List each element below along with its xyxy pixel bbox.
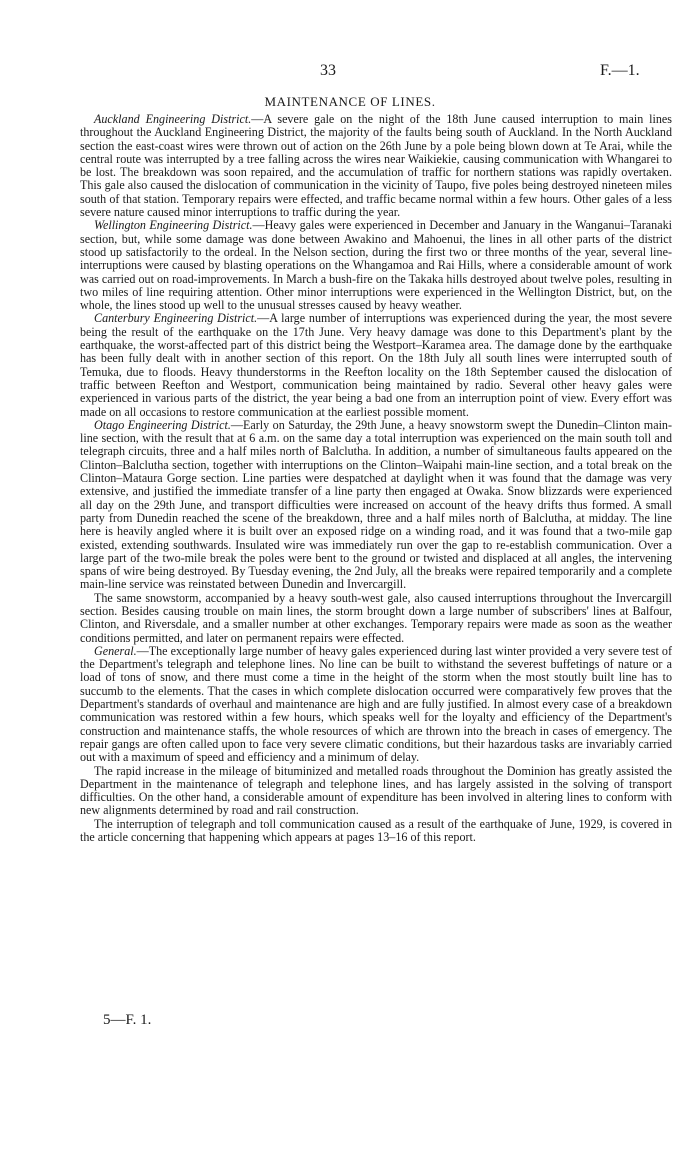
paragraph-text: The same snowstorm, accompanied by a heavy south-west gale, also caused interruptions throughout the Invercargill section. Besides causing trouble on main lines, the storm brought down a large number of subscribers' lines at Balfour, Clinton, and Riversdale, and a smaller number at other exchanges. Temporary repairs were made as soon as the weather conditions permitted, and later on permanent repairs were effected.: [80, 590, 672, 645]
paragraph-wellington: [80, 219, 672, 312]
paragraph-snowstorm: [80, 592, 672, 645]
paragraph-auckland: [80, 113, 672, 219]
paragraph-general: [80, 645, 672, 765]
paragraph-otago: [80, 419, 672, 592]
paragraph-text: The interruption of telegraph and toll communication caused as a result of the earthquake of June, 1929, is covered in the article concerning that happening which appears at pages 13–16 of this report.: [80, 816, 672, 845]
paragraph-canterbury: [80, 312, 672, 418]
paragraph-roads: [80, 765, 672, 818]
paragraph-text: —The exceptionally large number of heavy gales experienced during last winter provided a very severe test of the Department's telegraph and telephone lines. No line can be built to withstand the severest buffetings of nature or a load of tons of snow, and there must come a time in the height of the storm when the most stoutly built line has to succumb to the elements. That the cases in which complete dislocation occurred were comparatively few proves that the Department's standards of overhaul and maintenance are high and are fully justified. In almost every case of a breakdown communication was restored within a few hours, which speaks well for the loyalty and efficiency of the Department's construction and maintenance staffs, the whole resources of which are thrown into the breach in cases of emergency. The repair gangs are often called upon to face very severe climatic conditions, but their hazardous tasks are invariably carried out with a maximum of speed and efficiency and a minimum of delay.: [80, 643, 672, 765]
body-text: [80, 113, 672, 844]
document-reference: F.—1.: [600, 62, 640, 79]
paragraph-text: —Early on Saturday, the 29th June, a heavy snowstorm swept the Dunedin–Clinton main-line section, with the result that at 6 a.m. on the same day a total interruption was experienced on the main south toll and telegraph circuits, three and a half miles north of Balclutha. In addition, a number of simultaneous faults appeared on the Clinton–Balclutha section, together with interruptions on the Clinton–Waipahi main-line section, and a total break on the Clinton–Mataura Gorge section. Line parties were despatched at daylight when it was found that the damage was very extensive, and justified the immediate transfer of a line party then engaged at Owaka. Snow blizzards were experienced all day on the 29th June, and transport difficulties were increased on account of the heavy drifts thus formed. A small party from Dunedin reached the scene of the breakdown, three and a half miles north of Balclutha, at midday. The line here is heavily angled where it is built over an exposed ridge on a winding road, and it was found that a two-mile gap existed, extending southwards. Insulated wire was immediately run over the gap to re-establish communication. Over a large part of the two-mile break the poles were bent to the ground or twisted and displaced at all angles, the intervening spans of wire being destroyed. By Tuesday evening, the 2nd July, all the breaks were repaired temporarily and a complete main-line service was reinstated between Dunedin and Invercargill.: [80, 417, 673, 592]
page-number: 33: [320, 62, 336, 79]
section-heading: MAINTENANCE OF LINES.: [264, 94, 436, 109]
paragraph-lead: Auckland Engineering District.: [94, 112, 252, 126]
paragraph-text: —A severe gale on the night of the 18th June caused interruption to main lines throughout the Auckland Engineering District, the majority of the faults being south of Auckland. In the North Auckland section the east-coast wires were thrown out of action on the 26th June by a pole being blown down at Te Arai, while the central route was interrupted by a tree falling across the wires near Waikiekie, causing communication with Whangarei to be lost. The breakdown was soon repaired, and the accumulation of traffic for northern stations was rapidly overtaken. This gale also caused the dislocation of communication in the vicinity of Taupo, five poles being destroyed nineteen miles south of that station. Temporary repairs were effected, and traffic became normal within a few hours. Other gales of a less severe nature caused minor interruptions to traffic during the year.: [80, 112, 672, 220]
paragraph-text: —A large number of interruptions was experienced during the year, the most severe being the result of the earthquake on the 17th June. Very heavy damage was done to this Department's plant by the earthquake, the worst-affected part of this district being the Westport–Karamea area. The damage done by the earthquake has been fully dealt with in another section of this report. On the 18th July all south lines were interrupted south of Temuka, due to floods. Heavy thunderstorms in the Reefton locality on the 18th September caused the dislocation of traffic between Reefton and Westport, communication being maintained by radio. Several other heavy gales were experienced in various parts of the district, the year being a bad one from an interruption point of view. Every effort was made on all occasions to restore communication at the earliest possible moment.: [80, 311, 673, 419]
paragraph-lead: Canterbury Engineering District.: [94, 311, 258, 326]
paragraph-text: The rapid increase in the mileage of bituminized and metalled roads throughout the Dominion has greatly assisted the Department in the maintenance of telegraph and telephone lines, and has largely assisted in the solving of transport difficulties. On the other hand, a considerable amount of expenditure has been involved in altering lines to conform with new alignments determined by road and rail construction.: [80, 763, 672, 818]
footer-signature: 5—F. 1.: [103, 1012, 152, 1028]
paragraph-text: —Heavy gales were experienced in December and January in the Wanganui–Taranaki section, but, while some damage was done between Awakino and Mahoenui, the lines in all other parts of the district stood up satisfactorily to the ordeal. In the Nelson section, during the first two or three months of the year, several line-interruptions were caused by blasting operations on the Whangamoa and Rai Hills, where a considerable amount of work was carried out on road-improvements. In March a bush-fire on the Takaka hills destroyed about twelve poles, resulting in two miles of line requiring attention. Other minor interruptions were experienced in the Wellington District, but, on the whole, the lines stood up well to the unusual stresses caused by heavy weather.: [80, 218, 672, 313]
paragraph-lead: Otago Engineering District.: [94, 417, 231, 432]
paragraph-earthquake: [80, 818, 672, 845]
paragraph-lead: General.: [94, 643, 137, 658]
paragraph-lead: Wellington Engineering District.: [94, 218, 253, 233]
